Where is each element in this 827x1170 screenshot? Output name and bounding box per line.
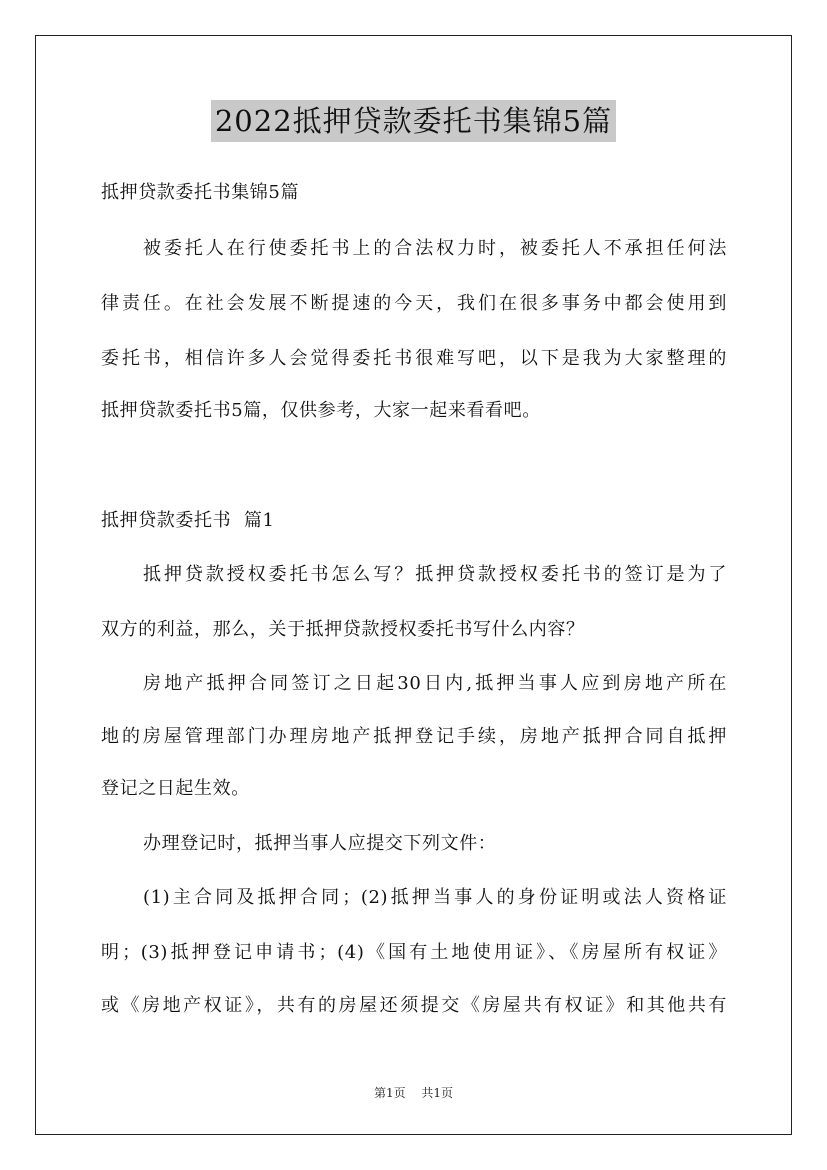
intro-line-1: 被委托人在行使委托书上的合法权力时，被委托人不承担任何法	[143, 238, 727, 259]
section-line-5: 登记之日起生效。	[101, 778, 250, 799]
section-line-8: 明；(3)抵押登记申请书；(4)《国有土地使用证》、《房屋所有权证》	[101, 942, 727, 963]
document-title: 2022抵押贷款委托书集锦5篇	[211, 100, 616, 142]
section-line-9: 或《房地产权证》，共有的房屋还须提交《房屋共有权证》和其他共有	[101, 995, 727, 1016]
section-line-2: 双方的利益，那么，关于抵押贷款授权委托书写什么内容？	[101, 619, 585, 640]
section-line-4: 地的房屋管理部门办理房地产抵押登记手续，房地产抵押合同自抵押	[101, 726, 727, 747]
page-total: 共1页	[421, 1086, 454, 1100]
intro-line-3: 委托书，相信许多人会觉得委托书很难写吧，以下是我为大家整理的	[101, 348, 727, 369]
section-line-1: 抵押贷款授权委托书怎么写？抵押贷款授权委托书的签订是为了	[143, 564, 727, 585]
title-container	[0, 100, 827, 142]
section-line-7: (1)主合同及抵押合同；(2)抵押当事人的身份证明或法人资格证	[143, 887, 727, 908]
document-subtitle: 抵押贷款委托书集锦5篇	[101, 182, 300, 203]
intro-line-4: 抵押贷款委托书5篇，仅供参考，大家一起来看看吧。	[101, 400, 541, 421]
section-heading: 抵押贷款委托书 篇1	[101, 510, 275, 531]
page-footer	[0, 1084, 827, 1101]
section-line-6: 办理登记时，抵押当事人应提交下列文件：	[143, 833, 497, 854]
intro-line-2: 律责任。在社会发展不断提速的今天，我们在很多事务中都会使用到	[101, 293, 727, 314]
page-number: 第1页	[373, 1086, 406, 1100]
section-line-3: 房地产抵押合同签订之日起30日内,抵押当事人应到房地产所在	[143, 673, 727, 694]
